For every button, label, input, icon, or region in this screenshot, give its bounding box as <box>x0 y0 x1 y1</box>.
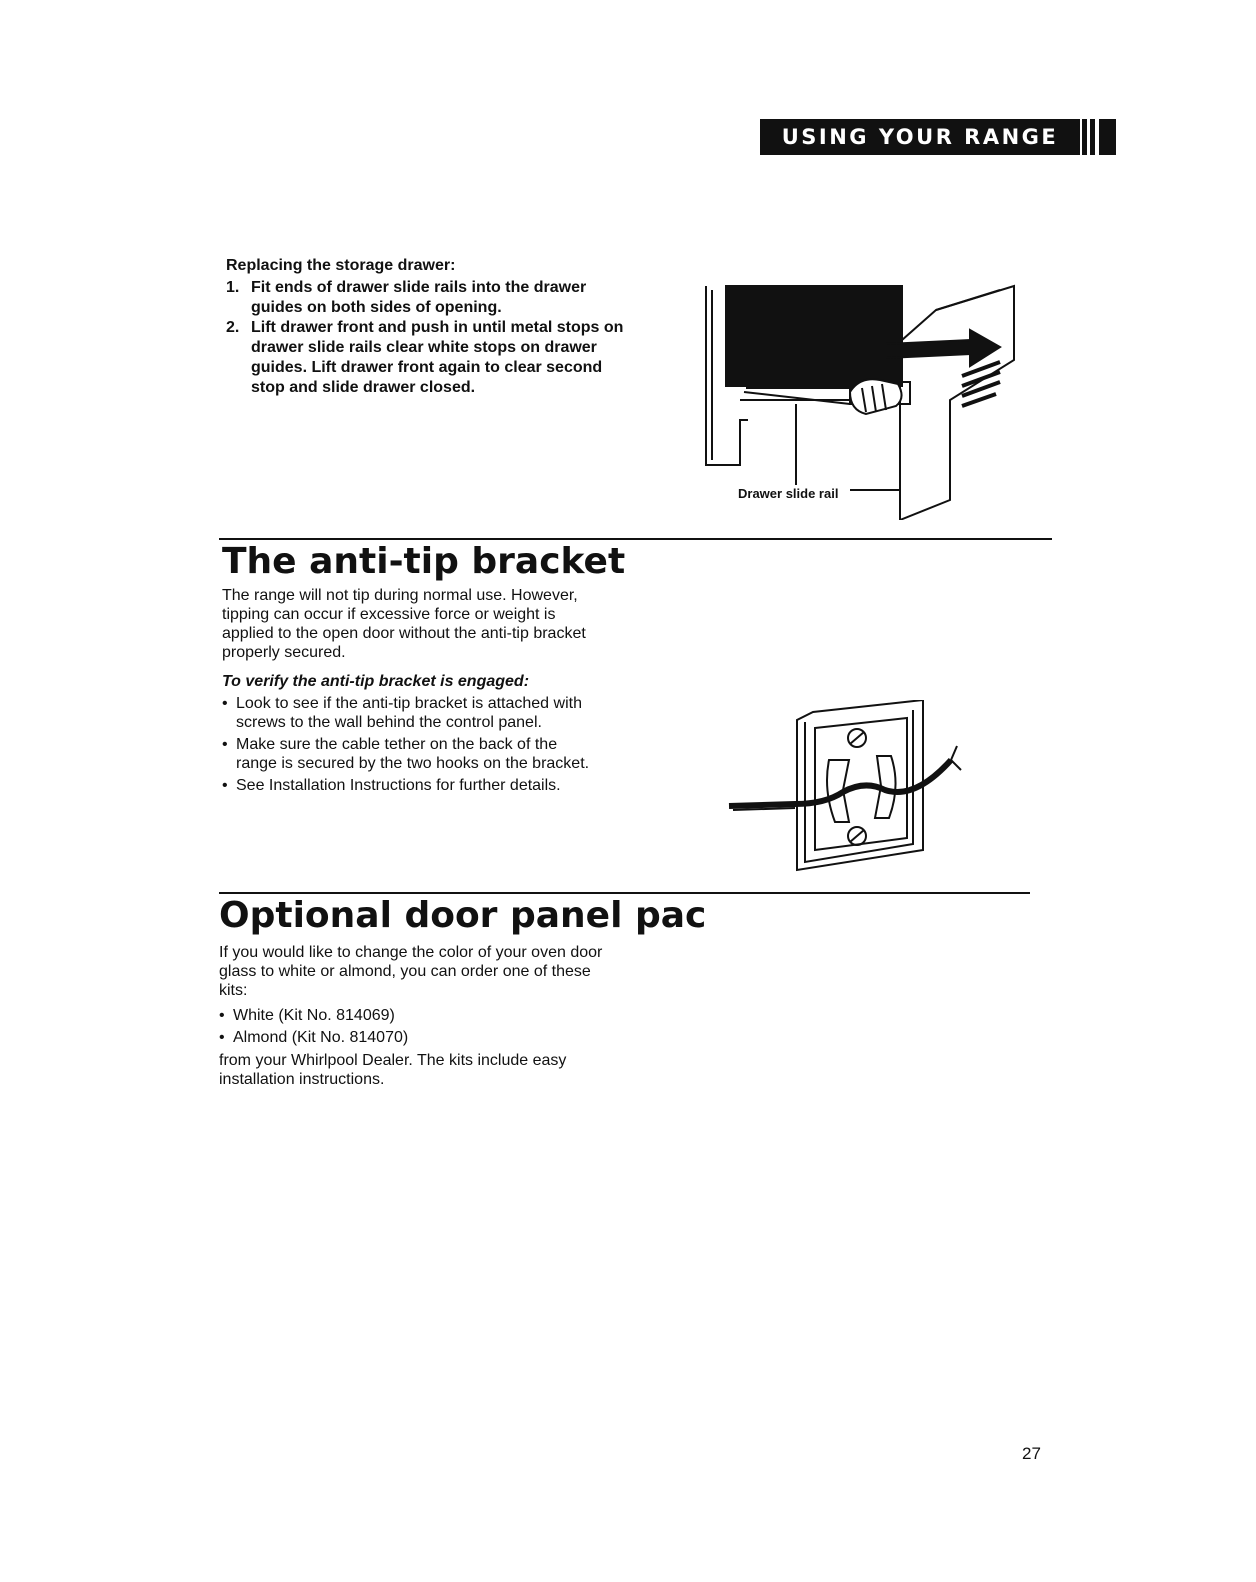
list-item: • Almond (Kit No. 814070) <box>219 1028 614 1047</box>
verify-heading: To verify the anti-tip bracket is engaged: <box>222 673 530 690</box>
door-panel-outro: from your Whirlpool Dealer. The kits include easy installation instructions. <box>219 1052 567 1088</box>
step-number: 2. <box>226 319 240 336</box>
door-panel-title: Optional door panel pac <box>219 895 707 936</box>
step-number: 1. <box>226 279 240 296</box>
banner-bar <box>1099 119 1116 155</box>
list-item: • See Installation Instructions for further details. <box>222 776 602 795</box>
kit-list <box>219 1006 614 1047</box>
page-number: 27 <box>1022 1444 1041 1463</box>
drawer-illustration <box>700 280 1020 520</box>
banner-bar <box>1090 119 1095 155</box>
anti-tip-content <box>222 586 602 798</box>
banner-label: USING YOUR RANGE <box>760 119 1080 155</box>
anti-tip-bracket-illustration <box>725 700 965 875</box>
banner-bar <box>1082 119 1087 155</box>
step-text: Lift drawer front and push in until metal stops on drawer slide rails clear white stops on drawer guides. Lift drawer front again to clear second stop and slide drawer closed. <box>251 319 624 396</box>
drawer-heading: Replacing the storage drawer: <box>226 257 456 274</box>
list-item: • White (Kit No. 814069) <box>219 1006 614 1025</box>
section-banner <box>760 119 1142 155</box>
door-panel-content <box>219 943 614 1089</box>
step-text: Fit ends of drawer slide rails into the drawer guides on both sides of opening. <box>251 279 587 316</box>
section-divider <box>219 892 1030 894</box>
drawer-instructions <box>226 256 626 398</box>
list-item: • Look to see if the anti-tip bracket is attached with screws to the wall behind the control panel. <box>222 694 602 732</box>
anti-tip-title: The anti-tip bracket <box>222 541 626 582</box>
drawer-step <box>226 318 626 398</box>
anti-tip-intro: The range will not tip during normal use. However, tipping can occur if excessive force or weight is applied to the open door without the anti-tip bracket properly secured. <box>222 587 586 661</box>
drawer-steps <box>226 278 626 398</box>
verify-list <box>222 694 602 795</box>
section-divider <box>219 538 1052 540</box>
drawer-step <box>226 278 626 318</box>
list-item: • Make sure the cable tether on the back of the range is secured by the two hooks on the bracket. <box>222 735 602 773</box>
door-panel-intro: If you would like to change the color of your oven door glass to white or almond, you can order one of these kits: <box>219 944 603 999</box>
figure-label: Drawer slide rail <box>738 486 839 501</box>
